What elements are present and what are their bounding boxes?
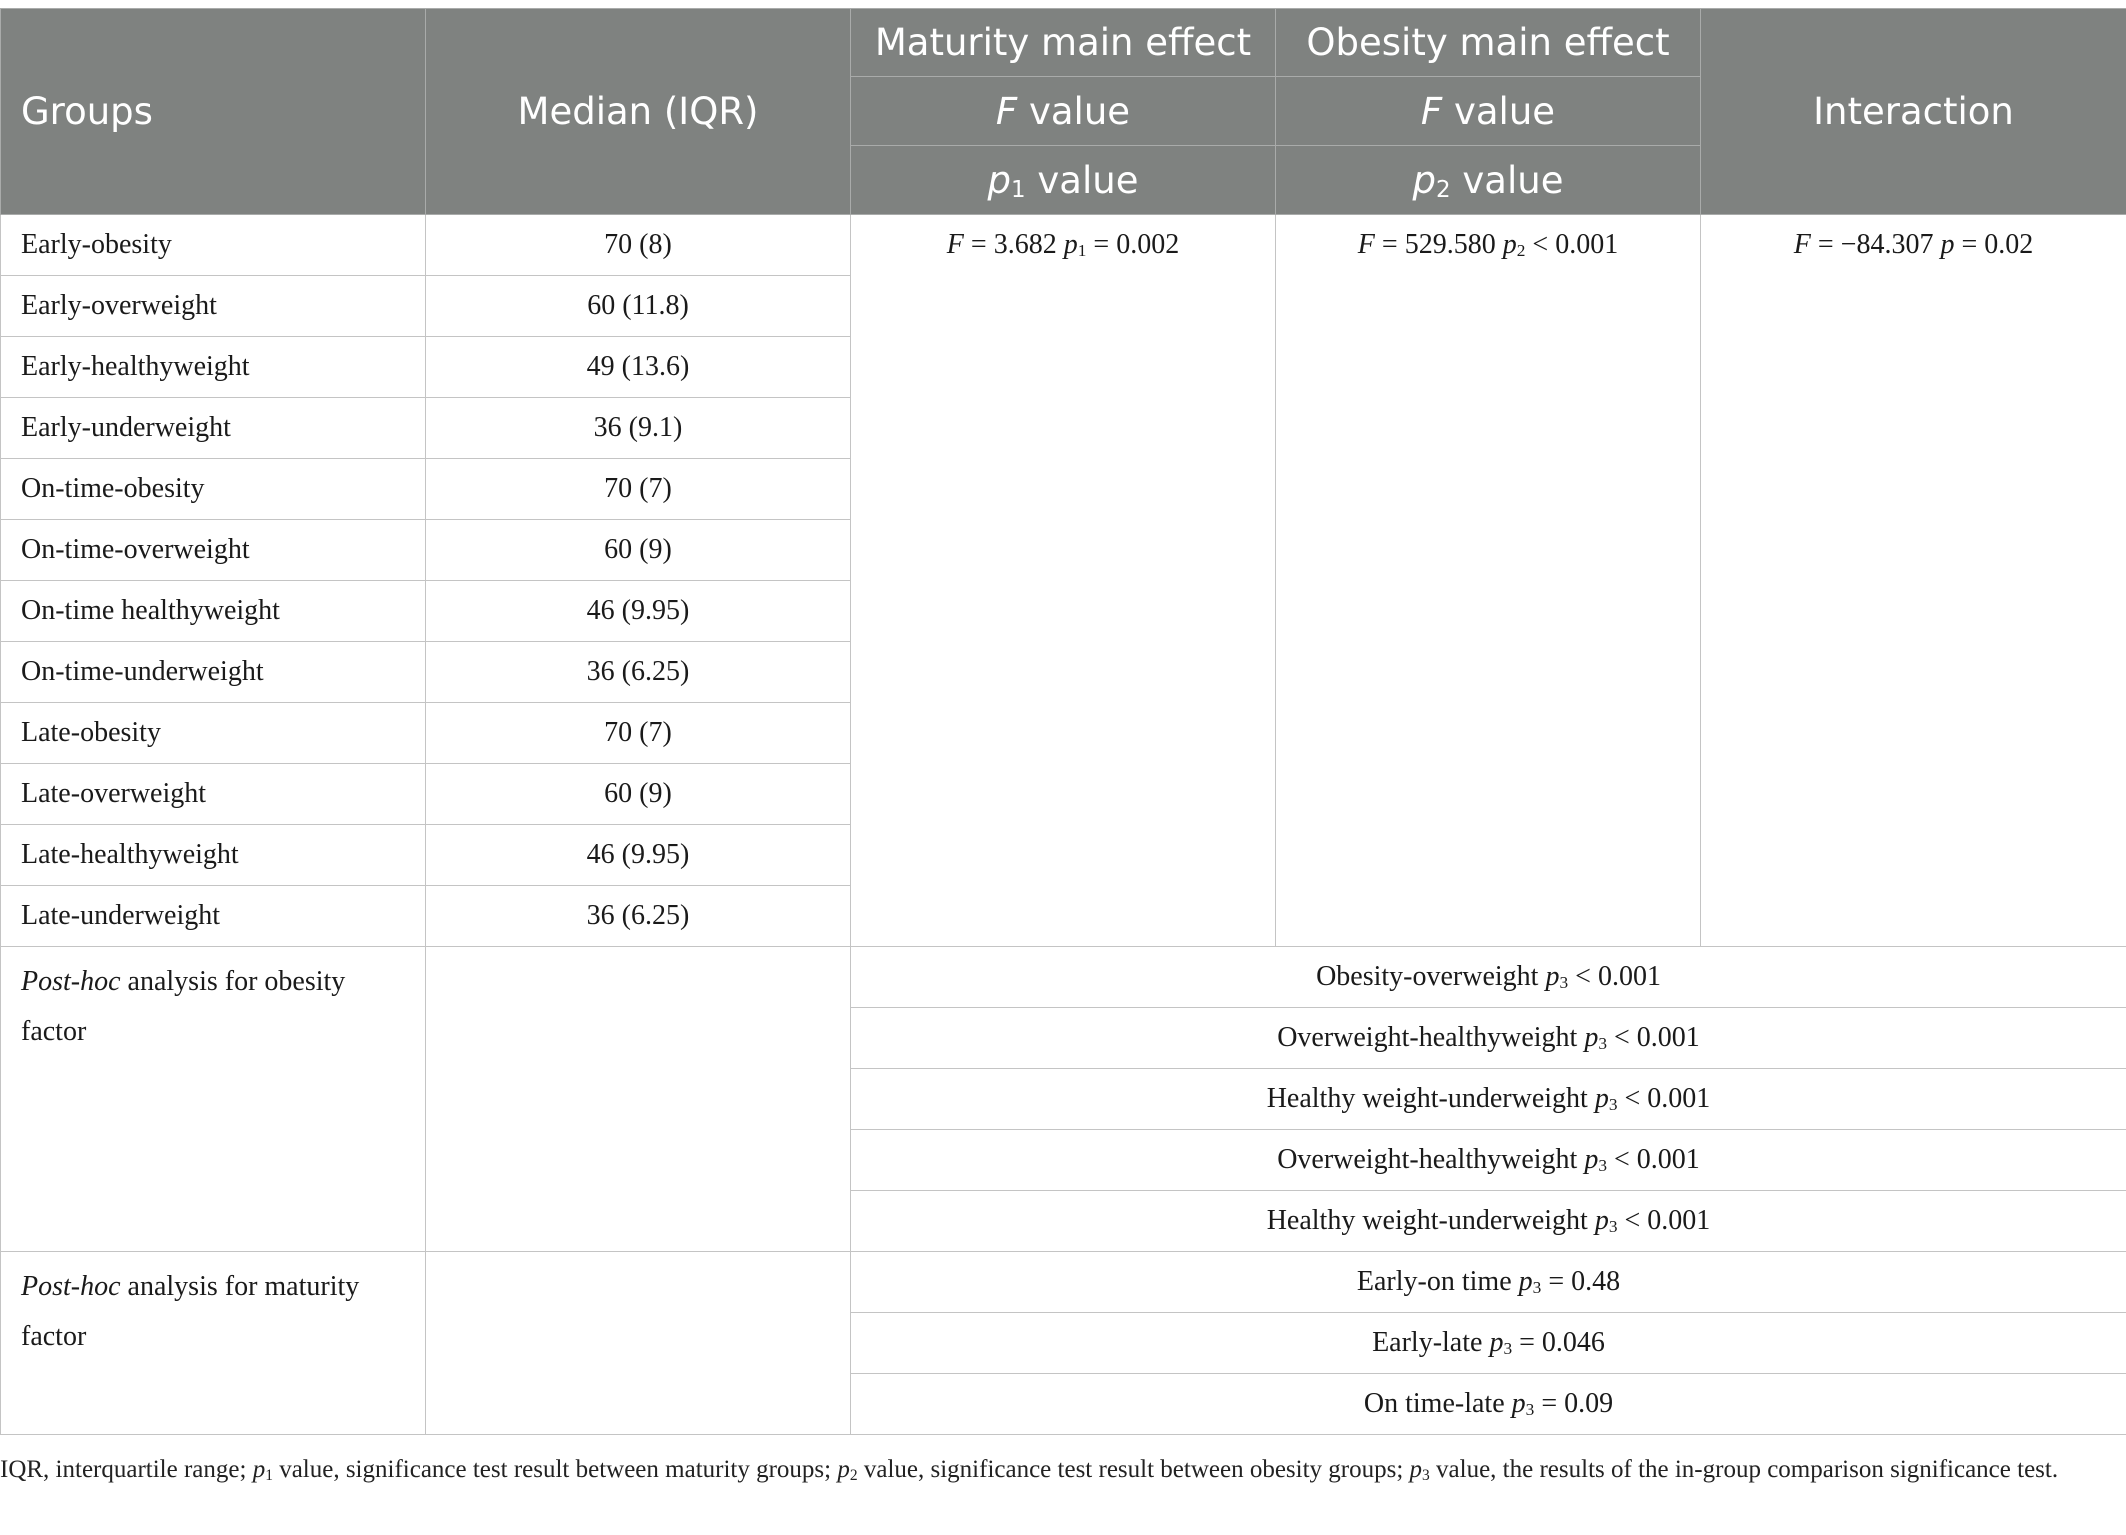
posthoc-maturity-row [1,1252,2126,1313]
group-cell: Early-overweight [1,276,426,337]
median-cell: 70 (7) [426,459,851,520]
header-obesity-f-value: F value [1276,77,1701,146]
median-cell: 70 (7) [426,703,851,764]
group-cell: Early-obesity [1,215,426,276]
header-obesity-main-effect: Obesity main effect [1276,9,1701,77]
interaction-cell: F = −84.307 p = 0.02 [1701,215,2126,947]
median-cell: 36 (6.25) [426,642,851,703]
group-cell: Late-underweight [1,886,426,947]
posthoc-result: Obesity-overweight $p_3 < 0.001$ [851,947,2126,1008]
median-cell: 36 (9.1) [426,398,851,459]
posthoc-obesity-row [1,947,2126,1008]
posthoc-result: Healthy weight-underweight $p_3 < 0.001$ [851,1069,2126,1130]
median-cell: 60 (9) [426,520,851,581]
posthoc-result: Overweight-healthyweight $p_3 < 0.001$ [851,1130,2126,1191]
obesity-effect-cell: F = 529.580 $p_2 < 0.001$ [1276,215,1701,947]
median-cell: 70 (8) [426,215,851,276]
posthoc-maturity-label: Post-hoc analysis for maturity factor [1,1252,426,1435]
posthoc-result: Early-late $p_3 = 0.046$ [851,1313,2126,1374]
header-maturity-main-effect: Maturity main effect [851,9,1276,77]
header-maturity-f-value: F value [851,77,1276,146]
median-cell: 36 (6.25) [426,886,851,947]
median-cell: 60 (9) [426,764,851,825]
group-cell: Late-healthyweight [1,825,426,886]
group-cell: On-time-overweight [1,520,426,581]
median-cell: 46 (9.95) [426,581,851,642]
posthoc-result: Early-on time $p_3 = 0.48$ [851,1252,2126,1313]
posthoc-maturity-median-empty [426,1252,851,1435]
group-cell: On-time-underweight [1,642,426,703]
maturity-effect-cell: F = 3.682 $p_1 = 0.002$ [851,215,1276,947]
header-interaction: Interaction [1701,9,2126,215]
median-cell: 46 (9.95) [426,825,851,886]
table-row [1,215,2126,276]
group-cell: Late-obesity [1,703,426,764]
group-cell: Early-healthyweight [1,337,426,398]
header-groups: Groups [1,9,426,215]
median-cell: 49 (13.6) [426,337,851,398]
header-maturity-p1-value: $p_1$ value [851,146,1276,215]
posthoc-obesity-median-empty [426,947,851,1252]
posthoc-result: Overweight-healthyweight $p_3 < 0.001$ [851,1008,2126,1069]
median-cell: 60 (11.8) [426,276,851,337]
group-cell: On-time healthyweight [1,581,426,642]
group-cell: Early-underweight [1,398,426,459]
header-obesity-p2-value: $p_2$ value [1276,146,1701,215]
posthoc-result: Healthy weight-underweight $p_3 < 0.001$ [851,1191,2126,1252]
posthoc-obesity-label: Post-hoc analysis for obesity factor [1,947,426,1252]
anova-results-table [0,8,2126,1435]
header-median: Median (IQR) [426,9,851,215]
group-cell: Late-overweight [1,764,426,825]
posthoc-result: On time-late $p_3 = 0.09$ [851,1374,2126,1435]
group-cell: On-time-obesity [1,459,426,520]
table-footnote: IQR, interquartile range; $p_1$ value, significance test result between maturity groups; $p_2$ value, significance test result between obesity groups; $p_3$ value, the results of the in-group comparison significance test. [0,1456,2059,1484]
